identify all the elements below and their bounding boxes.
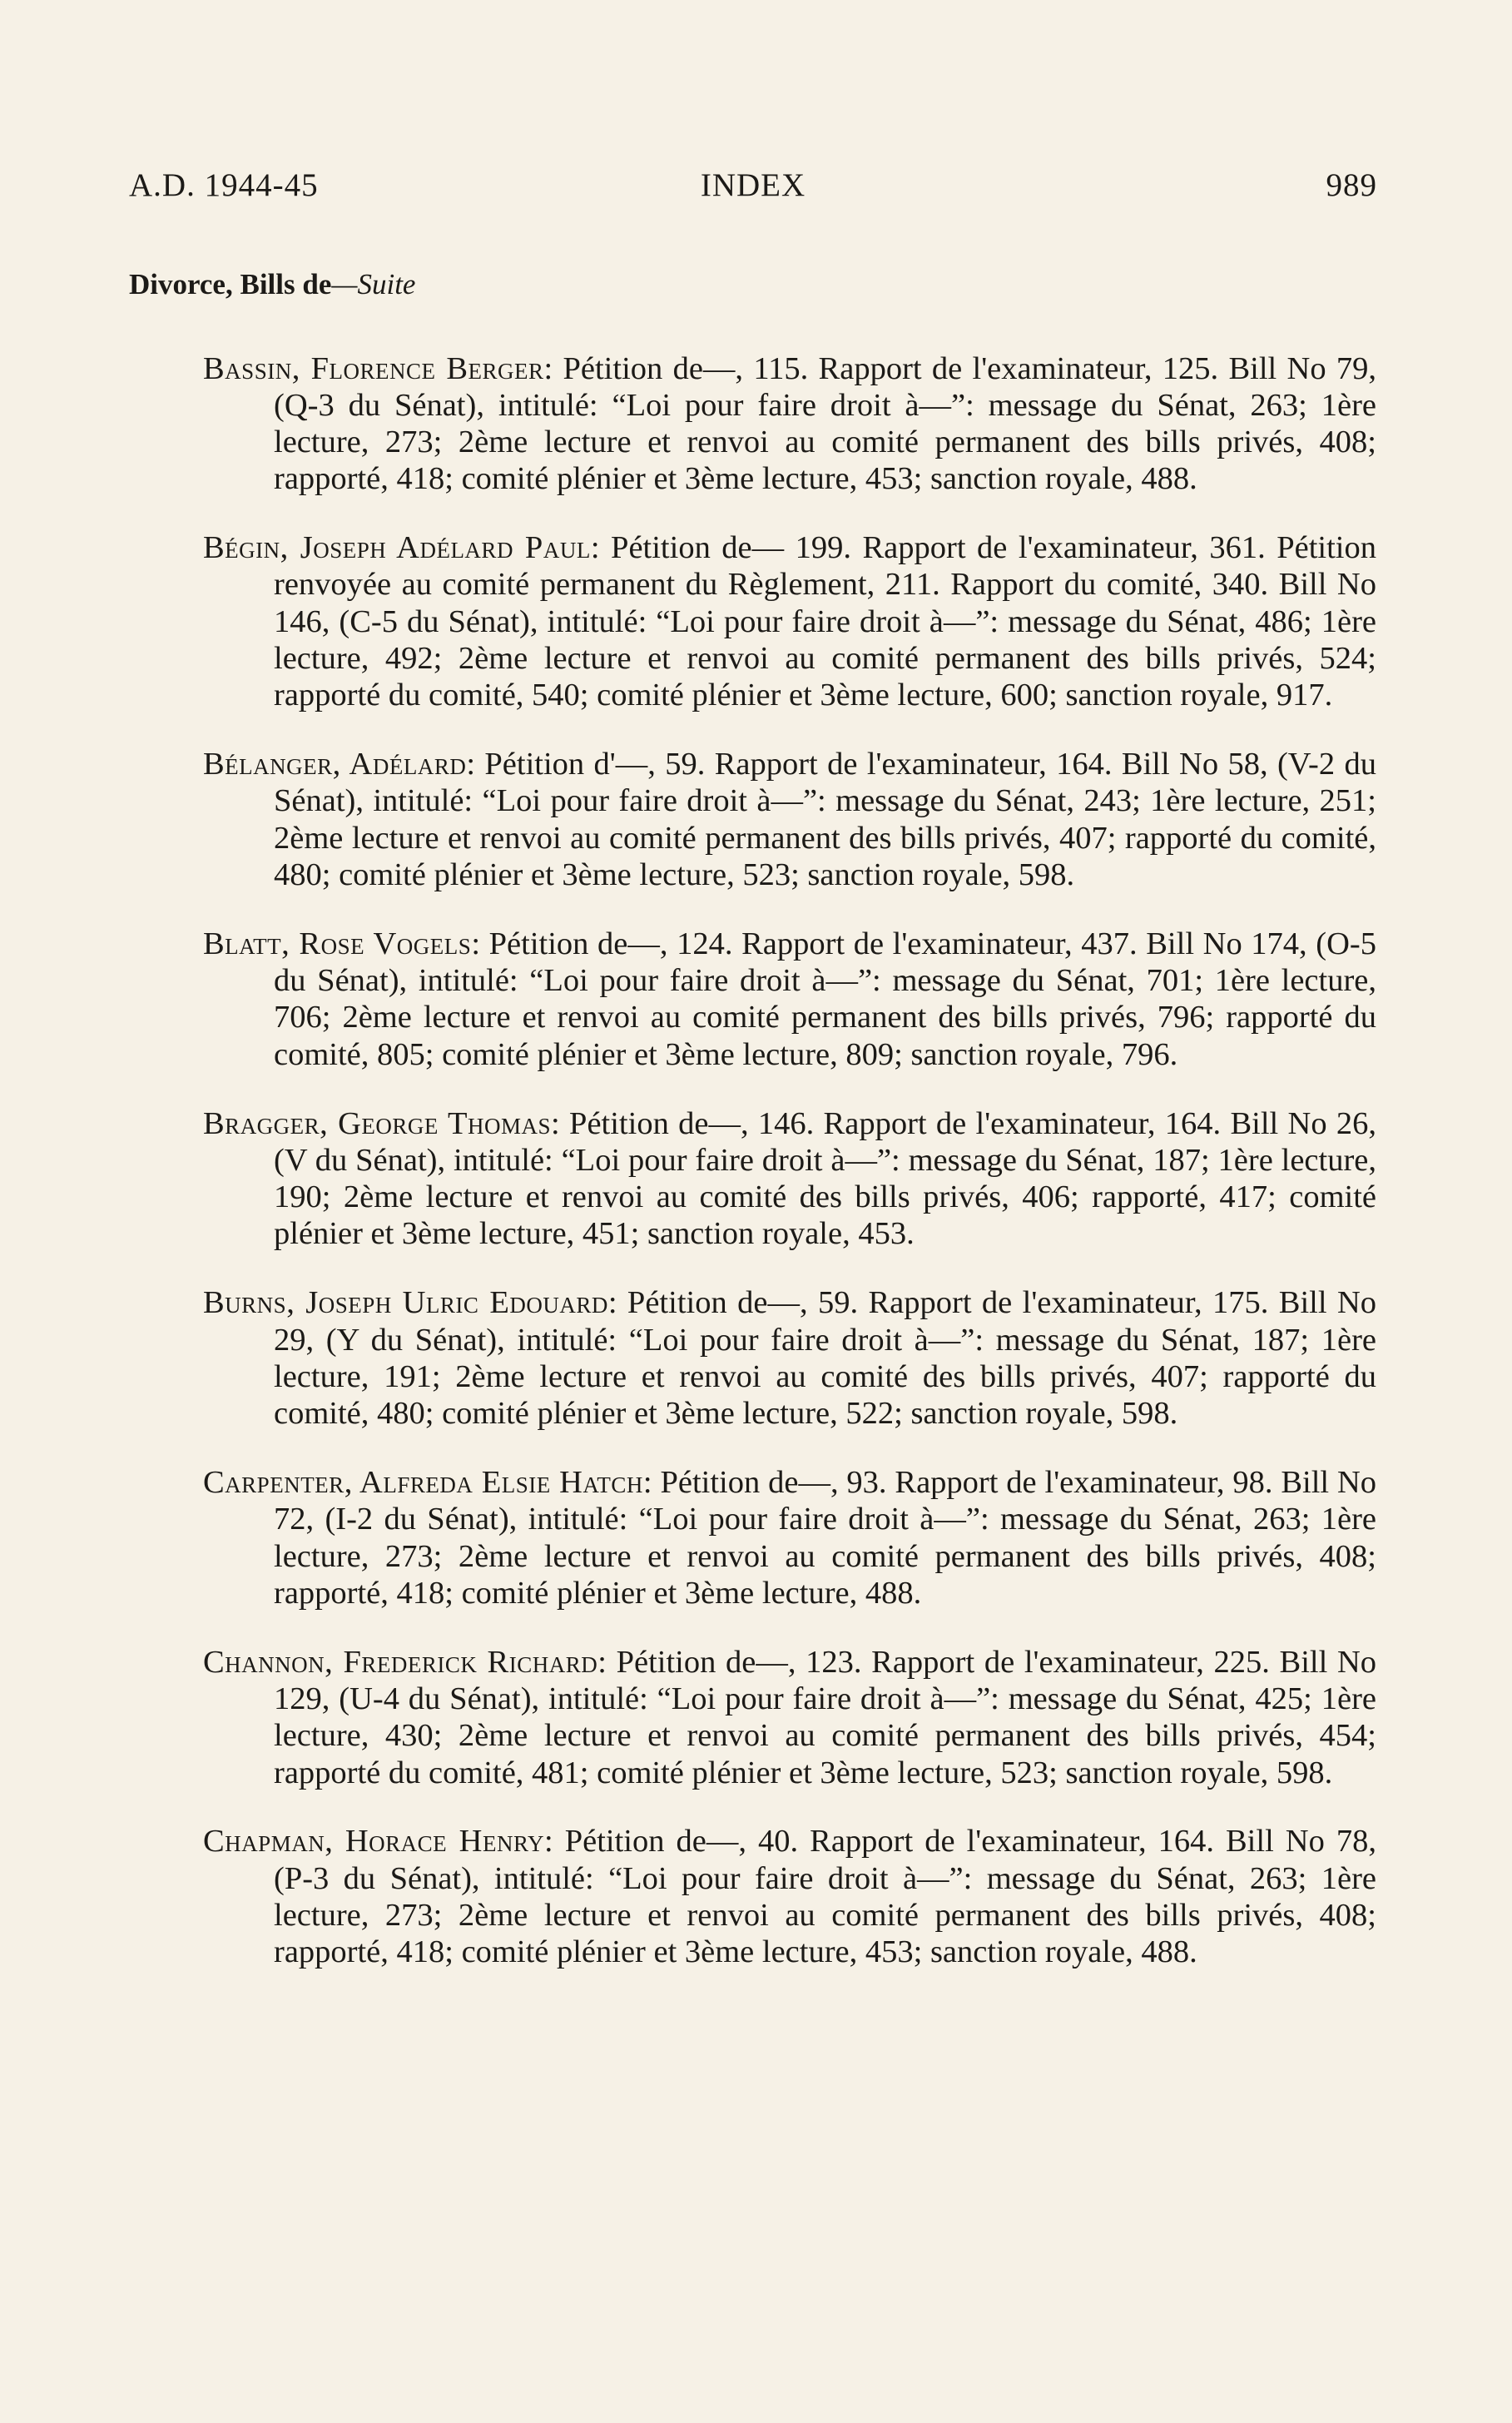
index-entry [203,1644,1376,1791]
running-head [129,166,1377,216]
entry-text: : Pétition de—, 93. Rapport de l'examinateur, 98. Bill No 72, (I-2 du Sénat), intitulé: “Loi pour faire droit à—”: message du Sénat, 263; 1ère lecture, 273; 2ème lecture et renvoi au comité permanent des bills privés, 408; rapporté, 418; comité plénier et 3ème lecture, 488. [274,1464,1376,1611]
index-entry [203,746,1376,893]
entry-name: Channon, Frederick Richard [203,1644,598,1680]
index-entry [203,350,1376,498]
entry-name: Bélanger, Adélard [203,747,467,782]
index-entries [203,318,1376,1989]
index-entry [203,529,1376,713]
index-entry [203,926,1376,1073]
entry-text: : Pétition de—, 123. Rapport de l'examinateur, 225. Bill No 129, (U-4 du Sénat), intitulé: “Loi pour faire droit à—”: message du Sénat, 425; 1ère lecture, 430; 2ème lecture et renvoi au comité permanent des bills privés, 454; rapporté du comité, 481; comité plénier et 3ème lecture, 523; sanction royale, 598. [274,1644,1376,1790]
entry-name: Burns, Joseph Ulric Edouard [203,1285,608,1321]
entry-name: Bassin, Florence Berger [203,350,544,386]
entry-text: : Pétition de—, 59. Rapport de l'examinateur, 175. Bill No 29, (Y du Sénat), intitulé: “Loi pour faire droit à—”: message du Sénat, 187; 1ère lecture, 191; 2ème lecture et renvoi au comité des bills privés, 407; rapporté du comité, 480; comité plénier et 3ème lecture, 522; sanction royale, 598. [274,1285,1377,1432]
entry-text: : Pétition de—, 124. Rapport de l'examinateur, 437. Bill No 174, (O-5 du Sénat), intitulé: “Loi pour faire droit à—”: message du Sénat, 701; 1ère lecture, 706; 2ème lecture et renvoi au comité permanent des bills privés, 796; rapporté du comité, 805; comité plénier et 3ème lecture, 809; sanction royale, 796. [274,926,1376,1072]
running-head-years: A.D. 1944-45 [129,167,319,203]
entry-text: : Pétition d'—, 59. Rapport de l'examinateur, 164. Bill No 58, (V-2 du Sénat), intitulé: “Loi pour faire droit à—”: message du Sénat, 243; 1ère lecture, 251; 2ème lecture et renvoi au comité permanent des bills privés, 407; rapporté du comité, 480; comité plénier et 3ème lecture, 523; sanction royale, 598. [274,747,1376,893]
index-entry [203,1105,1376,1253]
entry-name: Bégin, Joseph Adélard Paul [203,530,591,566]
page-number: 989 [1326,167,1377,203]
index-entry [203,1823,1376,1970]
entry-text: : Pétition de—, 40. Rapport de l'examinateur, 164. Bill No 78, (P-3 du Sénat), intitulé: “Loi pour faire droit à—”: message du Sénat, 263; 1ère lecture, 273; 2ème lecture et renvoi au comité permanent des bills privés, 408; rapporté, 418; comité plénier et 3ème lecture, 453; sanction royale, 488. [274,1824,1376,1970]
running-head-title: INDEX [700,167,806,203]
section-heading [129,268,415,301]
section-continuation: —Suite [331,268,416,300]
entry-name: Chapman, Horace Henry [203,1824,544,1859]
entry-name: Bragger, George Thomas [203,1105,552,1141]
entry-text: : Pétition de—, 115. Rapport de l'examinateur, 125. Bill No 79, (Q-3 du Sénat), intitulé: “Loi pour faire droit à—”: message du Sénat, 263; 1ère lecture, 273; 2ème lecture et renvoi au comité permanent des bills privés, 408; rapporté, 418; comité plénier et 3ème lecture, 453; sanction royale, 488. [274,350,1376,497]
entry-text: : Pétition de— 199. Rapport de l'examinateur, 361. Pétition renvoyée au comité permanent du Règlement, 211. Rapport du comité, 340. Bill No 146, (C-5 du Sénat), intitulé: “Loi pour faire droit à—”: message du Sénat, 486; 1ère lecture, 492; 2ème lecture et renvoi au comité permanent des bills privés, 524; rapporté du comité, 540; comité plénier et 3ème lecture, 600; sanction royale, 917. [274,530,1376,713]
entry-name: Carpenter, Alfreda Elsie Hatch [203,1464,643,1500]
section-title: Divorce, Bills de [129,268,332,300]
index-entry [203,1284,1376,1432]
index-entry [203,1464,1376,1611]
entry-text: : Pétition de—, 146. Rapport de l'examinateur, 164. Bill No 26, (V du Sénat), intitulé: “Loi pour faire droit à—”: message du Sénat, 187; 1ère lecture, 190; 2ème lecture et renvoi au comité des bills privés, 406; rapporté, 417; comité plénier et 3ème lecture, 451; sanction royale, 453. [274,1105,1376,1252]
entry-name: Blatt, Rose Vogels [203,926,472,961]
